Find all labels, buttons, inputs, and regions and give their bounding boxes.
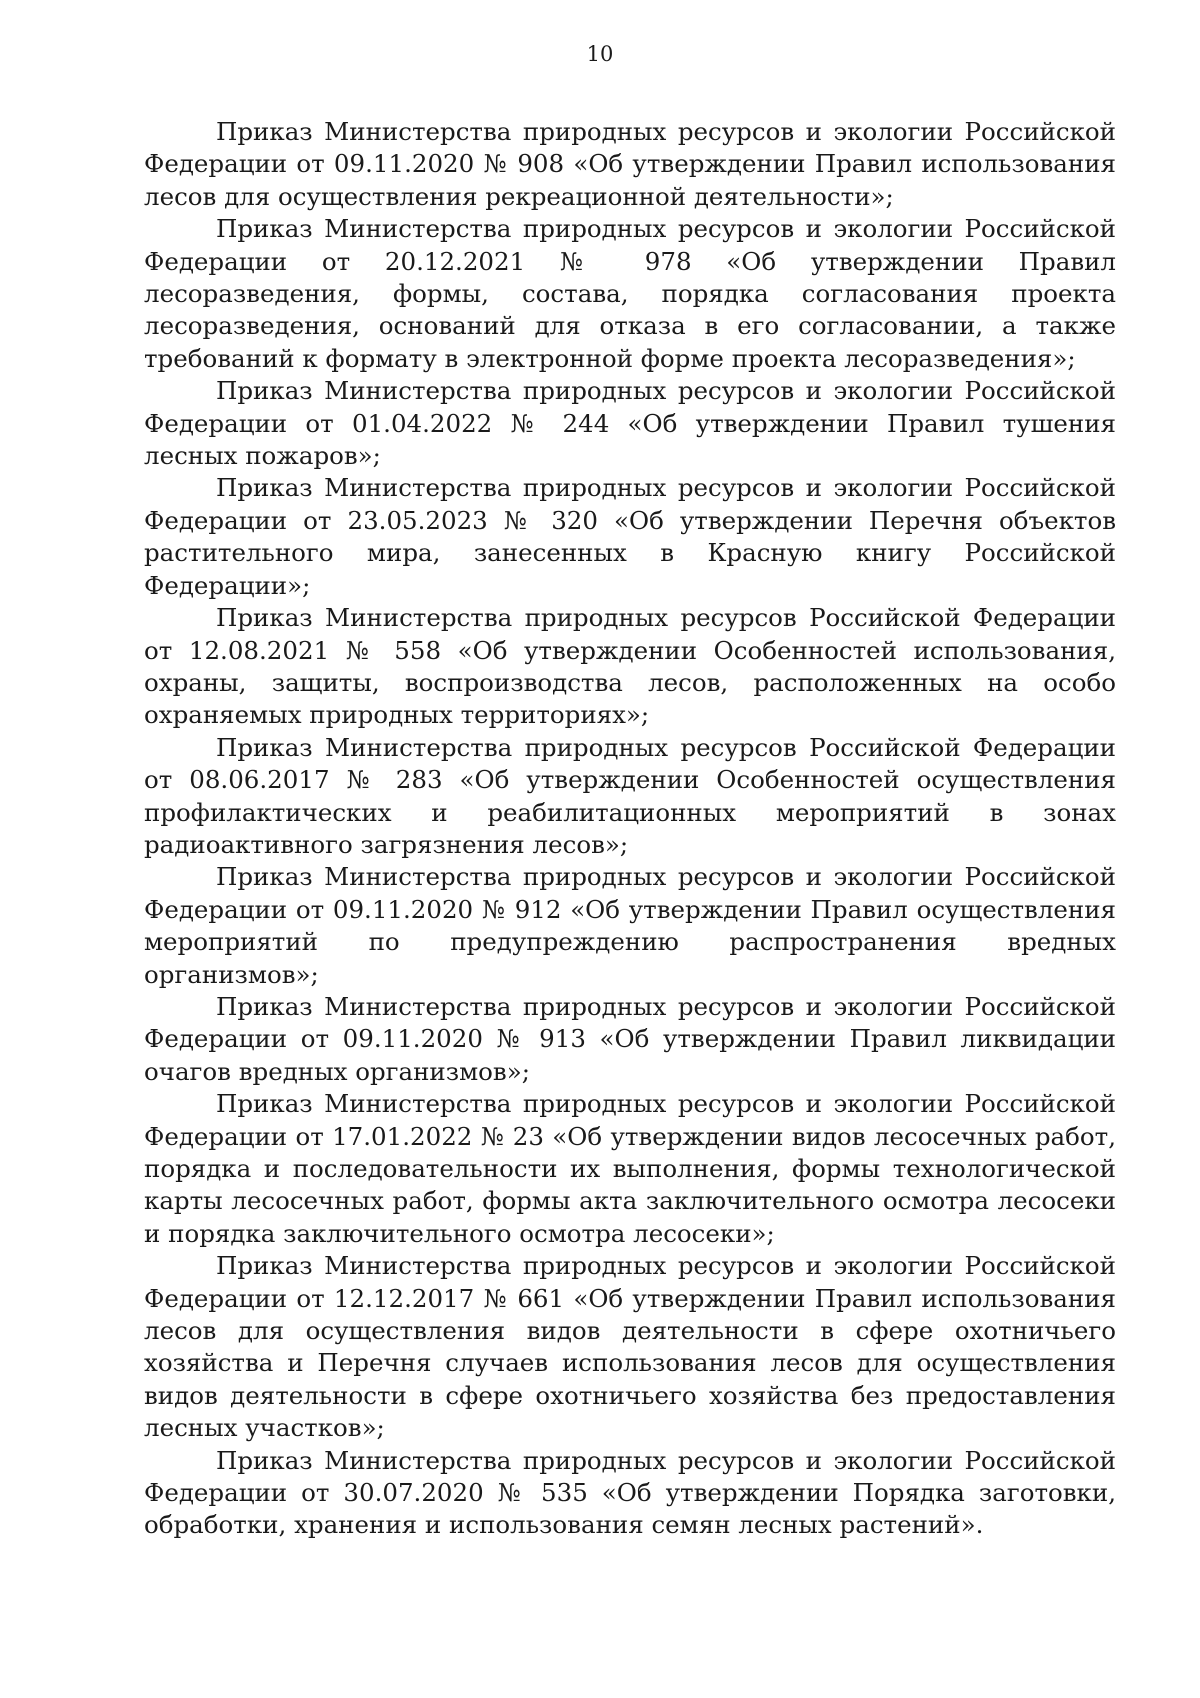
order-paragraph-9: Приказ Министерства природных ресурсов и экологии Российской Федерации от 17.01.2022 № 23 «Об утверждении видов лесосечных работ, порядка и последовательности их выполнения, формы технологической карты лесосечных работ, формы акта заключительного осмотра лесосеки и порядка заключительного осмотра лесосеки»; xyxy=(144,1089,1116,1248)
page-number: 10 xyxy=(586,42,614,66)
order-paragraph-3: Приказ Министерства природных ресурсов и экологии Российской Федерации от 01.04.2022 № 244 «Об утверждении Правил тушения лесных пожаров»; xyxy=(144,376,1116,471)
order-paragraph-10: Приказ Министерства природных ресурсов и экологии Российской Федерации от 12.12.2017 № 661 «Об утверждении Правил использования лесов для осуществления видов деятельности в сфере охотничьего хозяйства и Перечня случаев использования лесов для осуществления видов деятельности в сфере охотничьего хозяйства без предоставления лесных участков»; xyxy=(144,1251,1116,1443)
order-paragraph-8: Приказ Министерства природных ресурсов и экологии Российской Федерации от 09.11.2020 № 913 «Об утверждении Правил ликвидации очагов вредных организмов»; xyxy=(144,991,1116,1086)
order-paragraph-4: Приказ Министерства природных ресурсов и экологии Российской Федерации от 23.05.2023 № 320 «Об утверждении Перечня объектов растительного мира, занесенных в Красную книгу Российской Федерации»; xyxy=(144,473,1116,600)
order-paragraph-11: Приказ Министерства природных ресурсов и экологии Российской Федерации от 30.07.2020 № 535 «Об утверждении Порядка заготовки, обработки, хранения и использования семян лесных растений». xyxy=(144,1445,1116,1540)
order-paragraph-1: Приказ Министерства природных ресурсов и экологии Российской Федерации от 09.11.2020 № 908 «Об утверждении Правил использования лесов для осуществления рекреационной деятельности»; xyxy=(144,117,1116,211)
order-paragraph-2: Приказ Министерства природных ресурсов и экологии Российской Федерации от 20.12.2021 № 978 «Об утверждении Правил лесоразведения, формы, состава, порядка согласования проекта лесоразведения, оснований для отказа в его согласовании, а также требований к формату в электронной форме проекта лесоразведения»; xyxy=(144,214,1116,373)
order-paragraph-6: Приказ Министерства природных ресурсов Российской Федерации от 08.06.2017 № 283 «Об утверждении Особенностей осуществления профилактических и реабилитационных мероприятий в зонах радиоактивного загрязнения лесов»; xyxy=(144,732,1116,859)
order-paragraph-7: Приказ Министерства природных ресурсов и экологии Российской Федерации от 09.11.2020 № 912 «Об утверждении Правил осуществления мероприятий по предупреждению распространения вредных организмов»; xyxy=(144,862,1116,989)
order-paragraph-5: Приказ Министерства природных ресурсов Российской Федерации от 12.08.2021 № 558 «Об утверждении Особенностей использования, охраны, защиты, воспроизводства лесов, расположенных на особо охраняемых природных территориях»; xyxy=(144,603,1116,730)
order-list xyxy=(144,116,1116,1542)
